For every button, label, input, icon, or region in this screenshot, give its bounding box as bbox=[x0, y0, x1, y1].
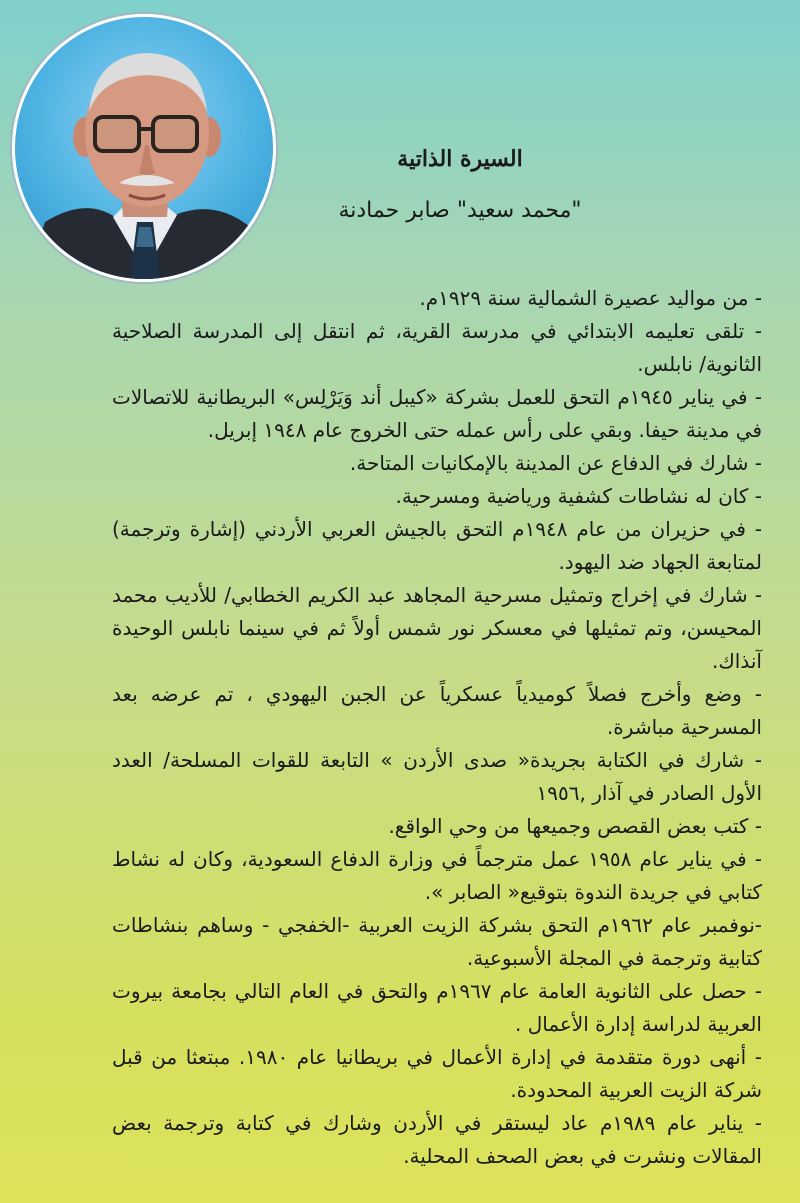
bio-item: - من مواليد عصيرة الشمالية سنة ١٩٢٩م. bbox=[419, 286, 762, 310]
bio-item: - شارك في إخراج وتمثيل مسرحية المجاهد عبد الكريم الخطابي/ للأديب محمد المحيسن، وتم تمثيلها في معسكر نور شمس أولاً ثم في سينما نابلس الوحيدة آنذاك. bbox=[112, 583, 762, 673]
bio-item: - يناير عام ١٩٨٩م عاد ليستقر في الأردن وشارك في كتابة وترجمة بعض المقالات ونشرت في بعض الصحف المحلية. bbox=[112, 1111, 762, 1168]
portrait-photo bbox=[12, 14, 276, 282]
bio-item: - حصل على الثانوية العامة عام ١٩٦٧م والتحق في العام التالي بجامعة بيروت العربية لدراسة إدارة الأعمال . bbox=[112, 979, 762, 1036]
biography-list bbox=[112, 282, 762, 1173]
bio-item: - في يناير ١٩٤٥م التحق للعمل بشركة «كيبل أند وَيَرْلِس» البريطانية للاتصالات في مدينة حيفا. وبقي على رأس عمله حتى الخروج عام ١٩٤٨ إبريل. bbox=[112, 385, 762, 442]
bio-item: - تلقى تعليمه الابتدائي في مدرسة القرية، ثم انتقل إلى المدرسة الصلاحية الثانوية/ نابلس. bbox=[112, 319, 762, 376]
bio-item: - في يناير عام ١٩٥٨ عمل مترجماً في وزارة الدفاع السعودية، وكان له نشاط كتابي في جريدة الندوة بتوقيع« الصابر ». bbox=[112, 847, 762, 904]
bio-item: - وضع وأخرج فصلاً كوميدياً عسكرياً عن الجبن اليهودي ، تم عرضه بعد المسرحية مباشرة. bbox=[112, 682, 762, 739]
page-title: السيرة الذاتية bbox=[397, 146, 523, 172]
bio-item: -نوفمبر عام ١٩٦٢م التحق بشركة الزيت العربية -الخفجي - وساهم بنشاطات كتابية وترجمة في المجلة الأسبوعية. bbox=[112, 913, 762, 970]
bio-item: - كتب بعض القصص وجميعها من وحي الواقع. bbox=[388, 814, 762, 838]
bio-item: - كان له نشاطات كشفية ورياضية ومسرحية. bbox=[395, 484, 762, 508]
bio-item: - شارك في الكتابة بجريدة« صدى الأردن » التابعة للقوات المسلحة/ العدد الأول الصادر في آذار ,١٩٥٦ bbox=[112, 748, 762, 805]
bio-item: - شارك في الدفاع عن المدينة بالإمكانيات المتاحة. bbox=[349, 451, 762, 475]
person-name: "محمد سعيد" صابر حمادنة bbox=[338, 198, 582, 223]
bio-item: - في حزيران من عام ١٩٤٨م التحق بالجيش العربي الأردني (إشارة وترجمة) لمتابعة الجهاد ضد اليهود. bbox=[112, 517, 762, 574]
bio-item: - أنهى دورة متقدمة في إدارة الأعمال في بريطانيا عام ١٩٨٠. مبتعثا من قبل شركة الزيت العربية المحدودة. bbox=[112, 1045, 762, 1102]
